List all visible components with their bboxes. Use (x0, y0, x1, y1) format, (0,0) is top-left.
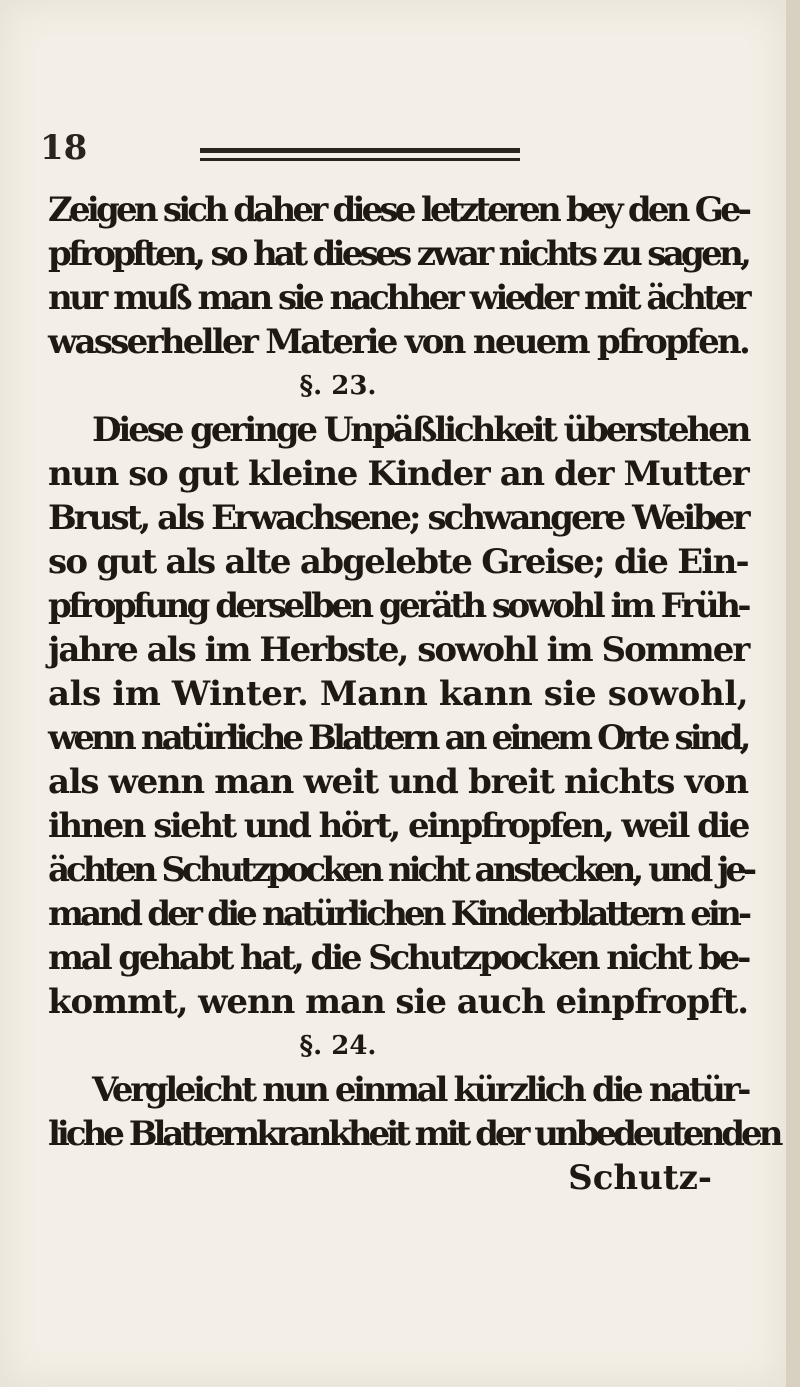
catchword: Schutz- (568, 1158, 712, 1198)
section-heading-24: §. 24. (299, 1031, 377, 1061)
text-line: pfropfung derselben geräth sowohl im Früh- (48, 586, 748, 626)
text-line: als wenn man weit und breit nichts von (48, 762, 748, 802)
text-line: ächten Schutzpocken nicht anstecken, und je- (48, 850, 754, 890)
section-heading-23: §. 23. (299, 371, 377, 401)
text-line: wasserheller Materie von neuem pfropfen. (48, 322, 749, 362)
text-line: jahre als im Herbste, sowohl im Sommer (48, 630, 749, 670)
text-line: als im Winter. Mann kann sie sowohl, (48, 674, 749, 714)
text-line: mand der die natürlichen Kinderblattern ein- (48, 894, 749, 934)
text-line: nur muß man sie nachher wieder mit ächter (48, 278, 749, 318)
header-rule-thick (200, 148, 520, 153)
paragraph-continuation (48, 188, 748, 364)
text-line: ihnen sieht und hört, einpfropfen, weil die (48, 806, 748, 846)
header-double-rule (200, 148, 520, 164)
paragraph-section-23 (48, 408, 754, 1024)
paragraph-section-24 (48, 1068, 780, 1156)
text-line: nun so gut kleine Kinder an der Mutter (48, 454, 749, 494)
text-line: mal gehabt hat, die Schutzpocken nicht be- (48, 938, 749, 978)
text-line: Diese geringe Unpäßlichkeit überstehen (92, 410, 749, 450)
text-line: liche Blatternkrankheit mit der unbedeutenden (48, 1114, 780, 1154)
page-body (48, 188, 780, 1200)
text-line: kommt, wenn man sie auch einpfropft. (48, 982, 749, 1022)
text-line: Brust, als Erwachsene; schwangere Weiber (48, 498, 748, 538)
text-line: Vergleicht nun einmal kürzlich die natür- (92, 1070, 748, 1110)
header-rule-thin (200, 158, 520, 161)
text-line: Zeigen sich daher diese letzteren bey den Ge- (48, 190, 749, 230)
text-line: pfropften, so hat dieses zwar nichts zu sagen, (48, 234, 749, 274)
page-number: 18 (40, 128, 88, 168)
text-line: so gut als alte abgelebte Greise; die Ein- (48, 542, 748, 582)
page-edge (786, 0, 800, 1387)
text-line: wenn natürliche Blattern an einem Orte sind, (48, 718, 748, 758)
